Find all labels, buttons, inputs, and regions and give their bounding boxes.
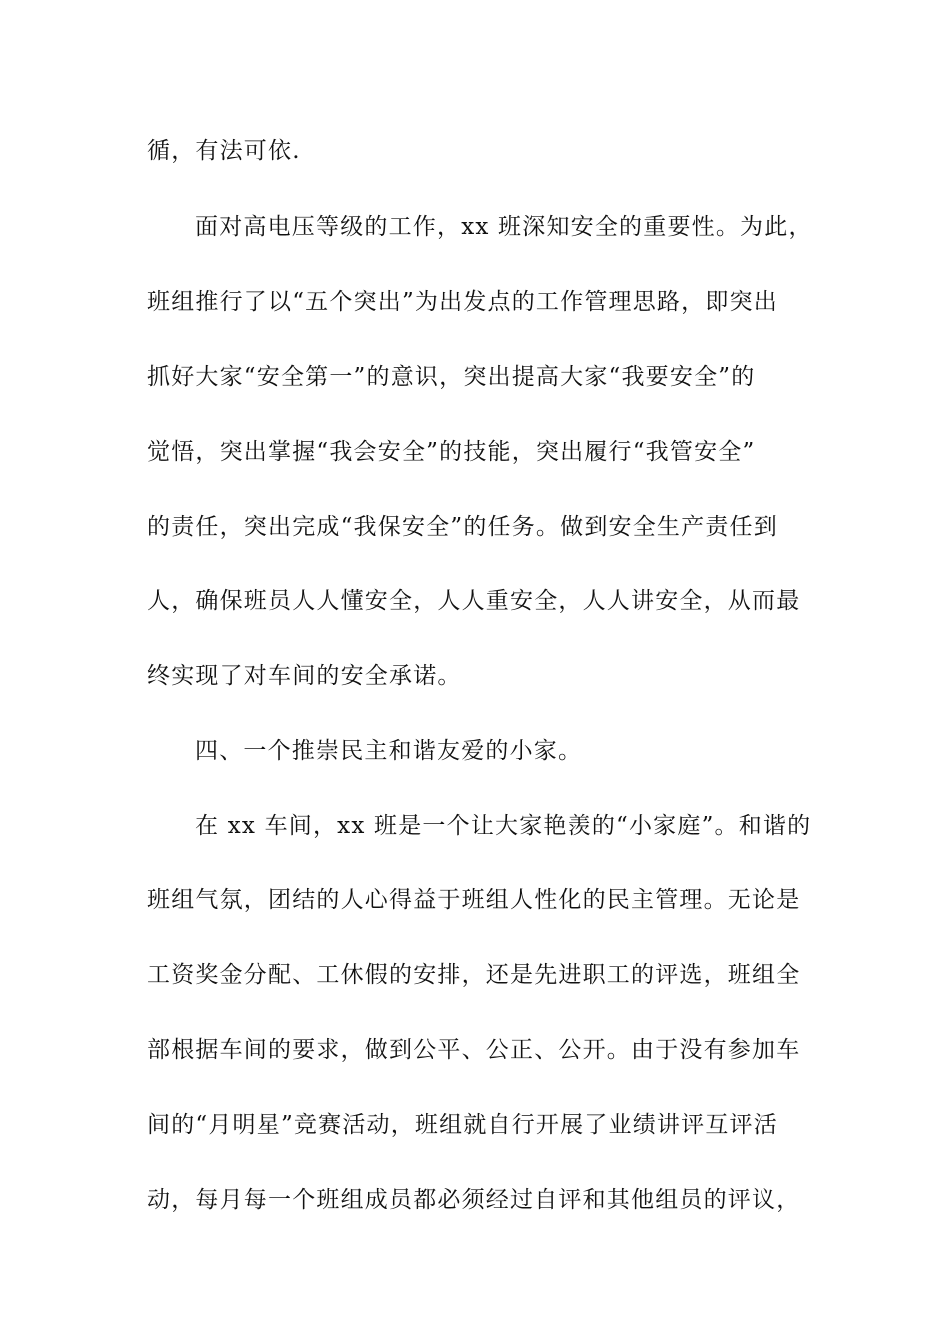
text-line: 抓好大家“安全第一”的意识，突出提高大家“我要安全”的 [147,364,756,390]
text-line: 部根据车间的要求，做到公平、公正、公开。由于没有参加车 [147,1037,801,1063]
text-line: 班组推行了以“五个突出”为出发点的工作管理思路，即突出 [147,289,778,315]
section-heading: 四、一个推崇民主和谐友爱的小家。 [195,738,583,764]
text-line: 动，每月每一个班组成员都必须经过自评和其他组员的评议， [147,1187,801,1213]
text-line: 班组气氛，团结的人心得益于班组人性化的民主管理。无论是 [147,887,801,913]
text-line: 觉悟，突出掌握“我会安全”的技能，突出履行“我管安全” [147,439,756,465]
text-line: 工资奖金分配、工休假的安排，还是先进职工的评选，班组全 [147,962,801,988]
text-line: 循，有法可依. [147,138,301,164]
text-line: 面对高电压等级的工作，xx 班深知安全的重要性。为此， [195,214,813,240]
text-line: 在 xx 车间，xx 班是一个让大家艳羡的“小家庭”。和谐的 [195,813,812,839]
text-line: 的责任，突出完成“我保安全”的任务。做到安全生产责任到 [147,514,778,540]
text-line: 终实现了对车间的安全承诺。 [147,663,462,689]
text-line: 人，确保班员人人懂安全，人人重安全，人人讲安全，从而最 [147,588,801,614]
text-line: 间的“月明星”竞赛活动，班组就自行开展了业绩讲评互评活 [147,1112,778,1138]
